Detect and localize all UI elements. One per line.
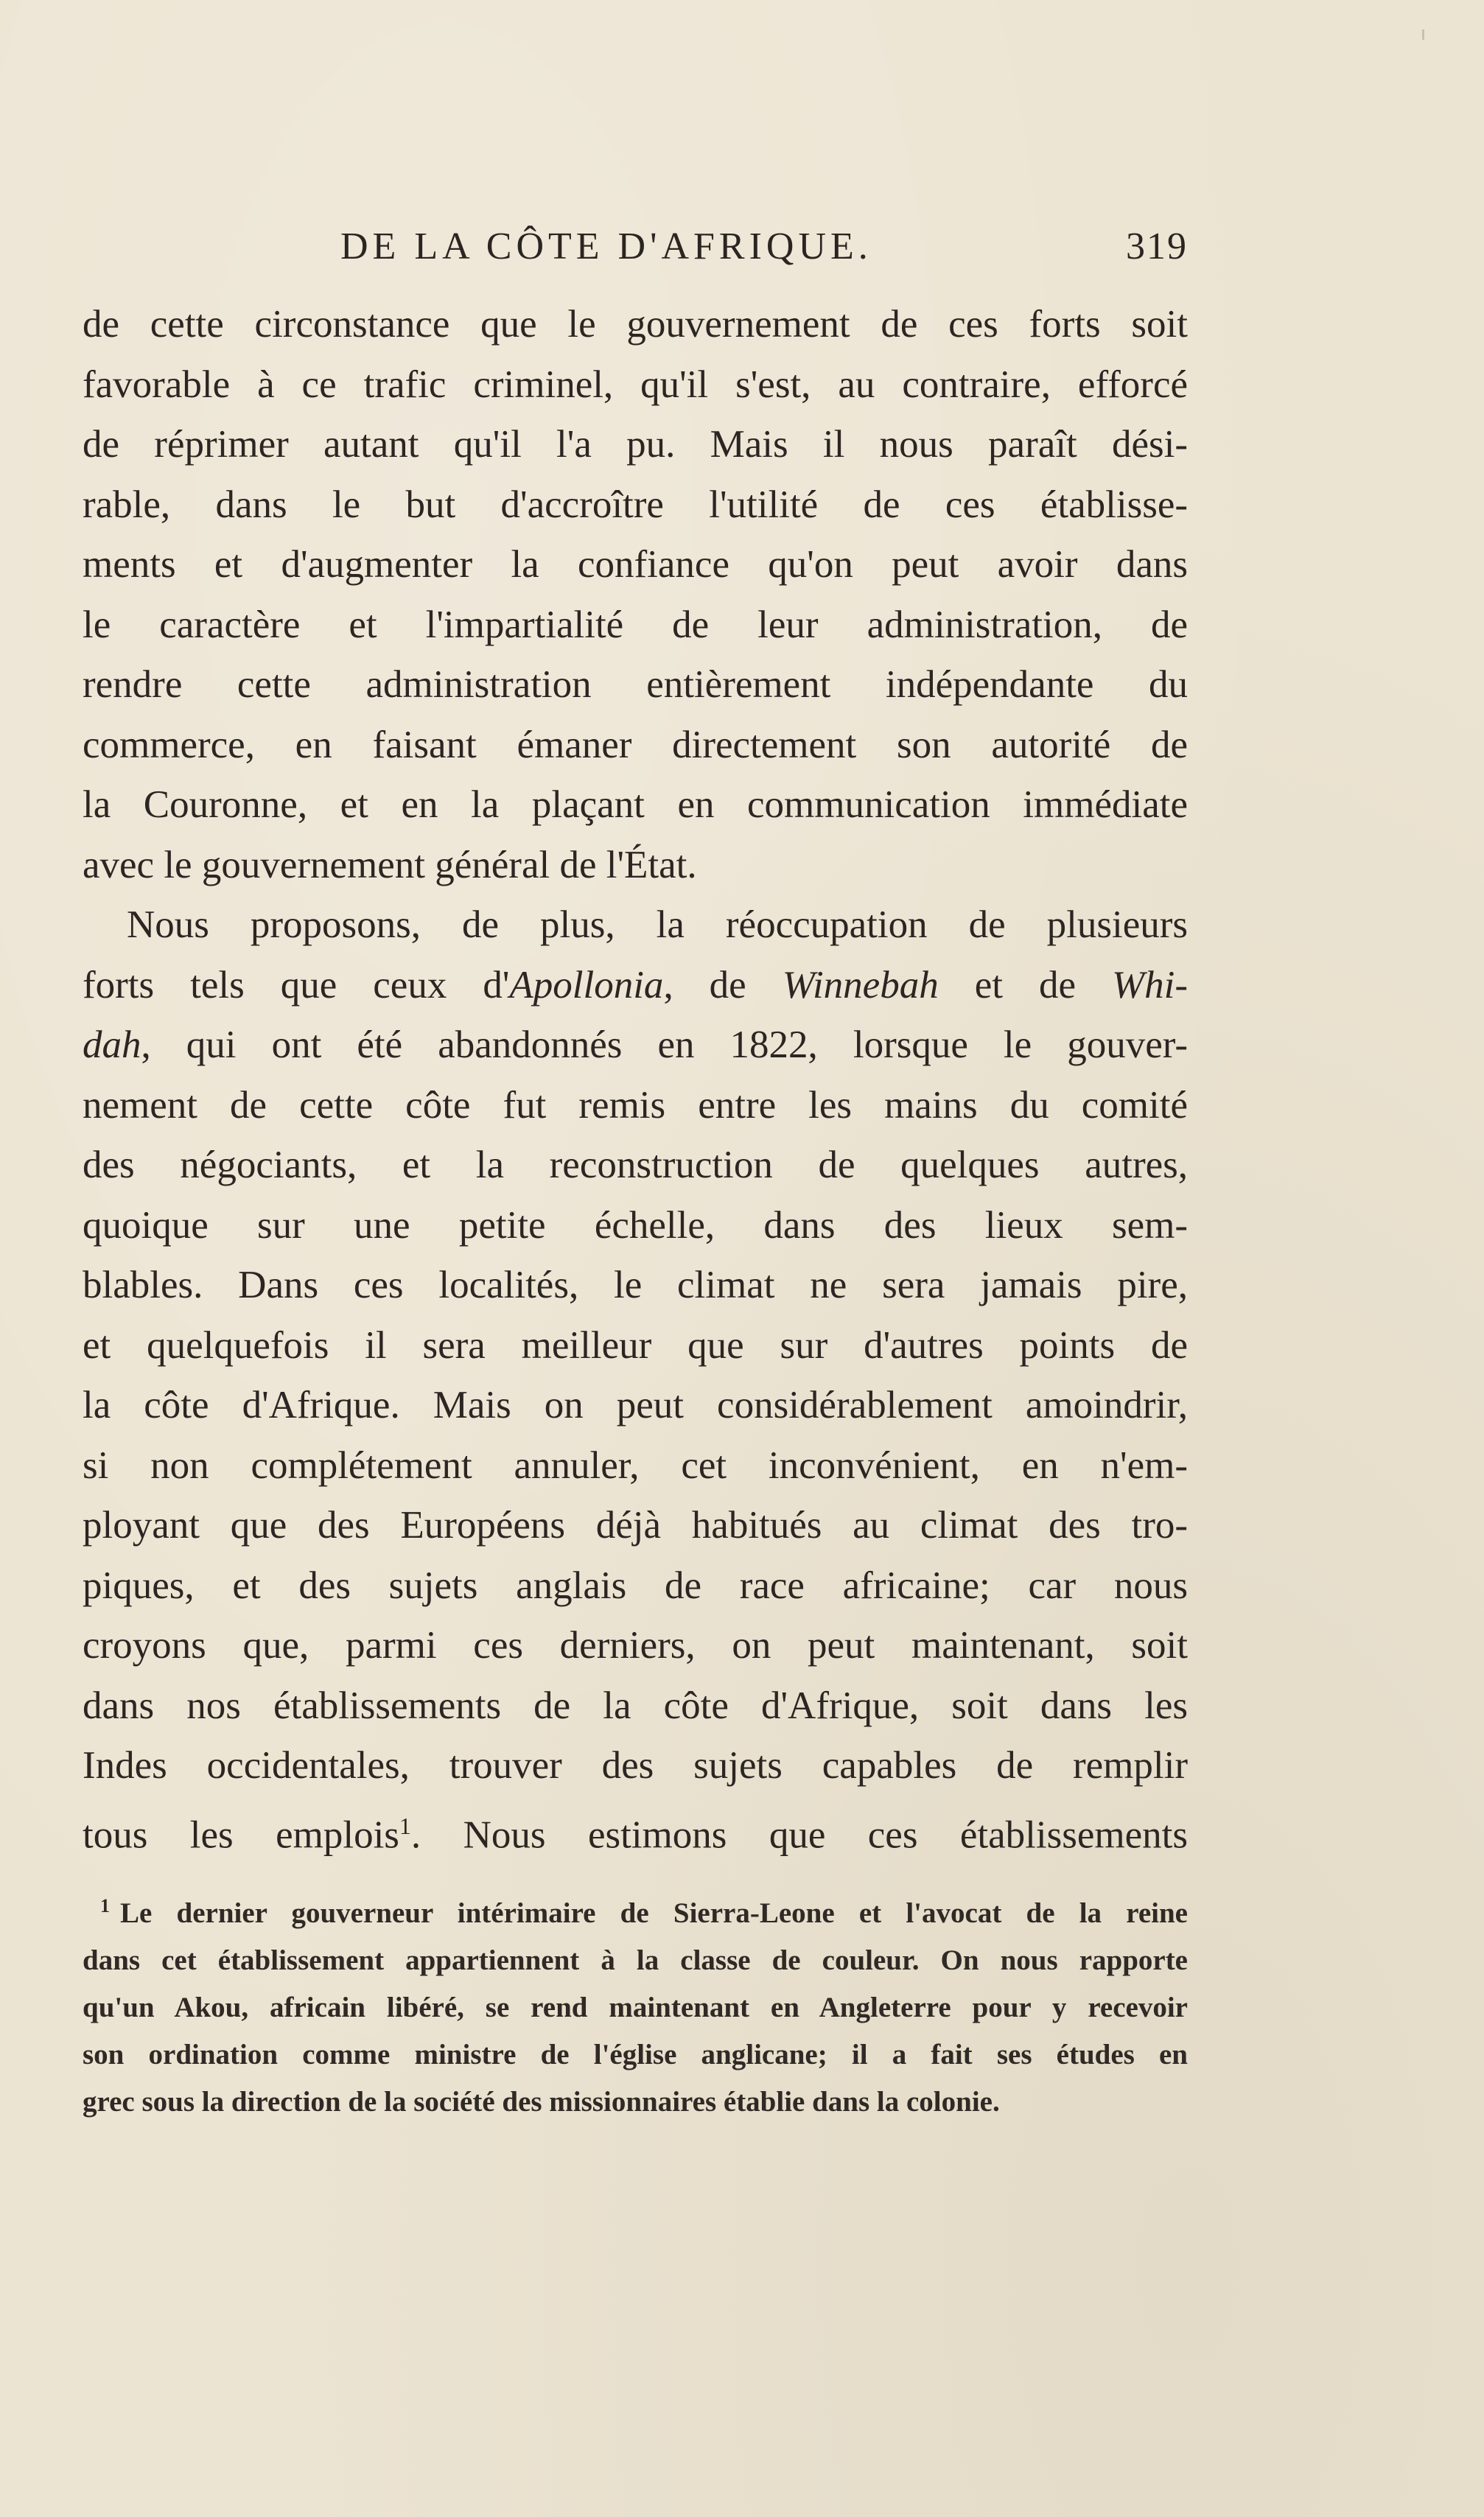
- italic-place-name: dah: [83, 1023, 141, 1066]
- text-line: le caractère et l'impartialité de leur administration, de: [83, 603, 1188, 646]
- running-head: [340, 225, 1188, 284]
- footnote-line: [83, 1883, 1188, 1937]
- text-line-italic-terms: forts tels que ceux d'Apollonia, de Winnebah et de Whi-: [83, 963, 1189, 1007]
- text-line: rendre cette administration entièrement indépendante du: [83, 663, 1188, 706]
- text-line-italic-terms: dah, qui ont été abandonnés en 1822, lorsque le gouver-: [83, 1023, 1188, 1066]
- italic-place-name: Winnebah: [782, 963, 939, 1007]
- text-line: Nous proposons, de plus, la réoccupation de plusieurs: [127, 903, 1188, 946]
- text-line: favorable à ce trafic criminel, qu'il s'est, au contraire, efforcé: [83, 363, 1188, 406]
- text-line: dans nos établissements de la côte d'Afrique, soit dans les: [83, 1684, 1188, 1727]
- page-number: 319: [1126, 225, 1188, 267]
- text-line: la Couronne, et en la plaçant en communication immédiate: [83, 783, 1188, 826]
- paper-mark: [1422, 29, 1424, 40]
- footnote-line: qu'un Akou, africain libéré, se rend maintenant en Angleterre pour y recevoir: [83, 1992, 1188, 2023]
- footnote-line: son ordination comme ministre de l'église anglicane; il a fait ses études en: [83, 2039, 1188, 2070]
- text-line: de réprimer autant qu'il l'a pu. Mais il nous paraît dési-: [83, 423, 1188, 466]
- text-line: avec le gouvernement général de l'État.: [83, 843, 697, 886]
- footnote-line: grec sous la direction de la société des missionnaires établie dans la colonie.: [83, 2086, 1000, 2118]
- text-line: si non complétement annuler, cet inconvénient, en n'em-: [83, 1443, 1188, 1487]
- text-line: Indes occidentales, trouver des sujets capables de remplir: [83, 1744, 1188, 1787]
- text-line: de cette circonstance que le gouvernement de ces forts soit: [83, 303, 1188, 346]
- running-head-title: DE LA CÔTE D'AFRIQUE.: [340, 225, 872, 267]
- text-line: commerce, en faisant émaner directement son autorité de: [83, 723, 1188, 766]
- text-fragment: .: [410, 1813, 463, 1857]
- text-line: croyons que, parmi ces derniers, on peut maintenant, soit: [83, 1624, 1188, 1667]
- italic-place-name: Apollonia: [509, 963, 664, 1007]
- footnote: [83, 1883, 1188, 2126]
- text-line: rable, dans le but d'accroître l'utilité de ces établisse-: [83, 483, 1188, 526]
- text-line: ployant que des Européens déjà habitués au climat des tro-: [83, 1504, 1188, 1547]
- text-fragment: tous les emplois: [83, 1813, 399, 1857]
- footnote-marker: 1: [100, 1895, 110, 1916]
- text-line: la côte d'Afrique. Mais on peut considérablement amoindrir,: [83, 1384, 1188, 1426]
- text-line-with-note: [83, 1796, 1188, 1857]
- text-line: nement de cette côte fut remis entre les mains du comité: [83, 1083, 1188, 1127]
- italic-place-name: Whi-: [1111, 963, 1189, 1007]
- body-text: [83, 295, 1188, 1856]
- footnote-text: Le dernier gouverneur intérimaire de Sierra-Leone et l'avocat de la reine: [120, 1897, 1188, 1929]
- text-line: quoique sur une petite échelle, dans des lieux sem-: [83, 1203, 1188, 1247]
- text-line: des négociants, et la reconstruction de quelques autres,: [83, 1144, 1188, 1186]
- text-line: piques, et des sujets anglais de race africaine; car nous: [83, 1564, 1188, 1607]
- footnote-line: dans cet établissement appartiennent à la classe de couleur. On nous rapporte: [83, 1944, 1188, 1976]
- footnote-reference[interactable]: 1: [399, 1812, 411, 1839]
- text-line: ments et d'augmenter la confiance qu'on peut avoir dans: [83, 543, 1188, 586]
- text-line: et quelquefois il sera meilleur que sur d'autres points de: [83, 1323, 1188, 1367]
- text-fragment: Nous estimons que ces établissements: [463, 1813, 1188, 1857]
- text-line: blables. Dans ces localités, le climat ne sera jamais pire,: [83, 1264, 1188, 1306]
